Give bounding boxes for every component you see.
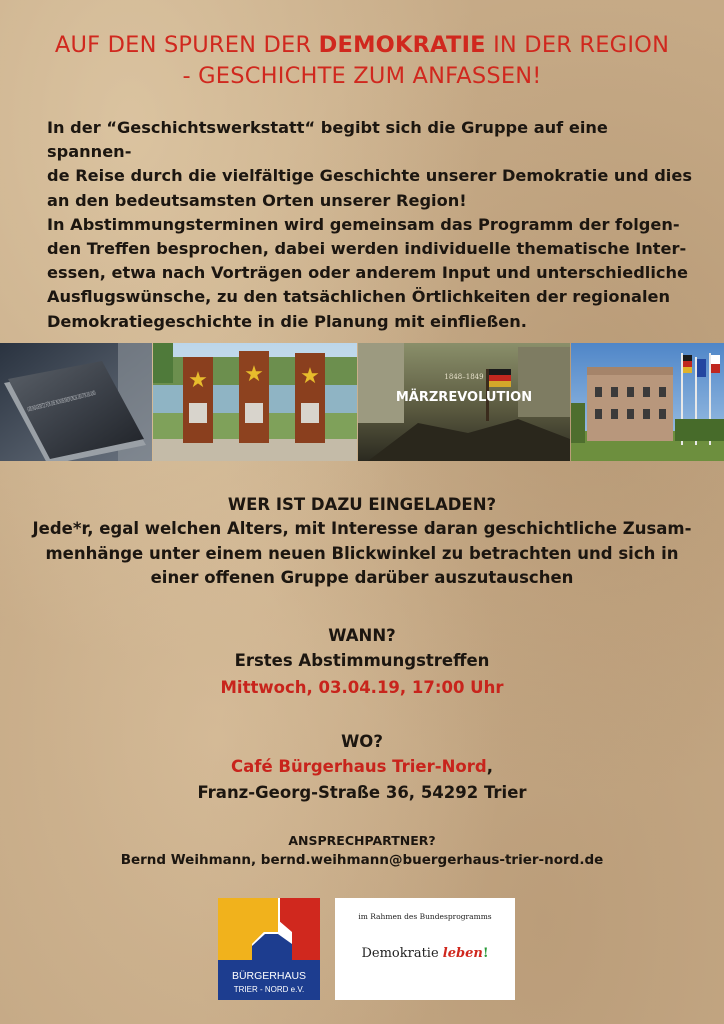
photo-strip [0, 343, 724, 461]
castle-photo [571, 343, 724, 461]
where-venue-line [0, 755, 724, 779]
intro-line: In Abstimmungsterminen wird gemeinsam das Programm der folgen- [47, 214, 680, 234]
star-monuments [183, 351, 325, 443]
title-line-1 [0, 30, 724, 61]
star-icon: ★ [244, 362, 264, 387]
grundgesetz-photo [0, 343, 152, 461]
when-heading: WANN? [328, 626, 396, 645]
demokratie-leben-wordmark [335, 946, 515, 961]
where-venue: Café Bürgerhaus Trier-Nord [231, 757, 487, 776]
star-icon: ★ [188, 368, 208, 393]
invited-line: Jede*r, egal welchen Alters, mit Interesse daran geschichtliche Zusam- [32, 519, 692, 538]
invited-line: einer offenen Gruppe darüber auszutauschen [150, 568, 574, 587]
intro-line: essen, etwa nach Vorträgen oder anderem Input und unterschiedliche [47, 263, 688, 283]
invited-text [0, 517, 724, 591]
intro-line: den Treffen besprochen, dabei werden individuelle thematische Inter- [47, 239, 687, 259]
intro-line: an den bedeutsamsten Orten unserer Region! [47, 190, 467, 210]
where-heading: WO? [341, 732, 383, 751]
contact-line: Bernd Weihmann, bernd.weihmann@buergerhaus-trier-nord.de [120, 852, 604, 868]
title-pre: AUF DEN SPUREN DER [54, 32, 319, 58]
leben-word: leben [442, 946, 483, 961]
title-emphasis: DEMOKRATIE [318, 32, 486, 58]
intro-line: de Reise durch die vielfältige Geschichte unserer Demokratie und dies [47, 166, 692, 186]
maerzrevolution-photo [358, 343, 570, 461]
monument-photo [153, 343, 357, 461]
when-event: Erstes Abstimmungstreffen [234, 651, 490, 670]
buergerhaus-name: BÜRGERHAUS [231, 970, 307, 982]
maerzrevolution-image [358, 343, 570, 461]
grundgesetz-image [0, 343, 152, 461]
invited-line: menhänge unter einem neuen Blickwinkel zu betrachten und sich in [45, 543, 679, 563]
monument-image [153, 343, 357, 461]
castle-building [587, 367, 673, 441]
intro-line: Demokratiegeschichte in die Planung mit einfließen. [47, 311, 527, 331]
castle-image [571, 343, 724, 461]
leben-mark: ! [482, 946, 489, 961]
contact-heading: ANSPRECHPARTNER? [288, 833, 436, 848]
revolution-title: MÄRZREVOLUTION [395, 390, 533, 405]
page-title [0, 30, 724, 92]
buergerhaus-logo-graphic [218, 898, 320, 1000]
where-venue-suffix: , [486, 757, 493, 776]
when-date: Mittwoch, 03.04.19, 17:00 Uhr [220, 678, 504, 697]
intro-line: In der “Geschichtswerkstatt“ begibt sich die Gruppe auf eine spannen- [47, 118, 608, 162]
revolution-years: 1848–1849 [444, 373, 484, 381]
program-text: im Rahmen des Bundesprogramms [358, 912, 492, 921]
invited-heading: WER IST DAZU EINGELADEN? [227, 495, 497, 514]
demokratie-leben-logo [335, 898, 515, 1000]
demokratie-word: Demokratie [361, 946, 439, 961]
title-line-2: - GESCHICHTE ZUM ANFASSEN! [182, 63, 542, 89]
title-post: IN DER REGION [485, 32, 670, 58]
intro-text [47, 116, 697, 334]
where-address: Franz-Georg-Straße 36, 54292 Trier [197, 783, 527, 802]
buergerhaus-logo [218, 898, 320, 1000]
intro-line: Ausflugswünsche, zu den tatsächlichen Örtlichkeiten der regionalen [47, 287, 671, 307]
star-icon: ★ [300, 364, 320, 389]
buergerhaus-sub: TRIER - NORD e.V. [233, 985, 305, 994]
